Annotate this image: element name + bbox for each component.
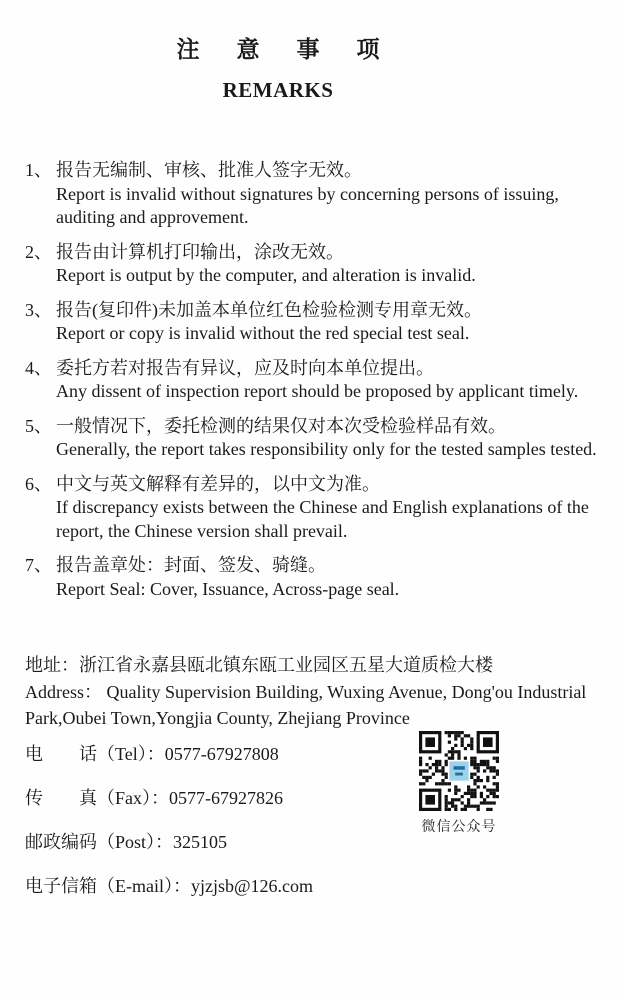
item-text-chinese: 中文与英文解释有差异的，以中文为准。 [56,473,380,494]
item-number: 7、 [25,555,52,575]
item-text [56,415,602,462]
contact-value: 325105 [173,831,228,852]
item-text-chinese: 一般情况下，委托检测的结果仅对本次受检验样品有效。 [56,415,506,436]
contact-row [25,830,415,854]
contact-row [25,742,415,766]
page-title-english: REMARKS [222,78,334,102]
item-number: 2、 [25,241,52,262]
remarks-list [25,159,605,601]
item-text-chinese: 报告(复印件)未加盖本单位红色检验检测专用章无效。 [56,299,482,320]
item-text-english: Report is output by the computer, and alteration is invalid. [56,265,476,285]
wechat-qr-code-icon [419,731,499,811]
item-text-chinese: 报告盖章处：封面、签发、骑缝。 [56,555,326,575]
contact-value: 0577-67927808 [164,743,279,764]
item-text-chinese: 报告无编制、审核、批准人签字无效。 [56,160,362,180]
item-text-english: If discrepancy exists between the Chinese and English explanations of the report, the Chinese version shall prevail. [56,497,589,541]
item-text [56,357,602,404]
wechat-qr-label: 微信公众号 [421,820,497,835]
remark-item [25,473,605,544]
address-chinese: 地址：浙江省永嘉县瓯北镇东瓯工业园区五星大道质检大楼 [25,655,493,675]
contact-value: yjzjsb@126.com [190,875,314,896]
item-text [56,159,602,230]
contact-value: 0577-67927826 [169,787,283,808]
remark-item [25,299,605,346]
contact-row [25,786,415,810]
contacts-block [25,742,415,898]
item-number: 6、 [25,473,52,494]
item-number: 1、 [25,160,52,180]
item-text [56,299,602,346]
item-text [56,554,602,601]
remark-item [25,241,605,288]
item-text-english: Report Seal: Cover, Issuance, Across-page seal. [56,578,400,599]
address-english: Address： Quality Supervision Building, Wuxing Avenue, Dong'ou Industrial Park,Oubei Town,Yongjia County, Zhejiang Province [25,681,587,728]
item-number: 5、 [25,415,52,436]
item-number: 4、 [25,357,52,378]
item-text-english: Report or copy is invalid without the red special test seal. [56,323,470,343]
item-text-english: Report is invalid without signatures by concerning persons of issuing, auditing and approvement. [56,183,559,227]
footer-block [25,652,599,898]
item-text-chinese: 报告由计算机打印输出，涂改无效。 [56,241,344,262]
page-title-chinese: 注意事项 [176,37,417,62]
title-block [0,0,556,102]
contact-label: 电子信箱（E-mail）： [25,875,191,896]
remark-item [25,415,605,462]
contact-label: 邮政编码（Post）： [25,831,174,852]
item-text [56,241,602,288]
contact-label: 传 真（Fax）： [25,787,169,808]
remark-item [25,357,605,404]
item-text-english: Any dissent of inspection report should be proposed by applicant timely. [56,381,579,401]
address-block [25,652,597,732]
item-text-english: Generally, the report takes responsibility only for the tested samples tested. [56,439,597,459]
remark-item [25,159,605,230]
contact-row [25,874,415,898]
contact-label: 电 话（Tel）： [25,743,165,764]
item-text-chinese: 委托方若对报告有异议，应及时向本单位提出。 [56,357,434,378]
remark-item [25,554,605,601]
item-number: 3、 [25,299,52,320]
wechat-qr-block [417,731,501,836]
item-text [56,473,602,544]
